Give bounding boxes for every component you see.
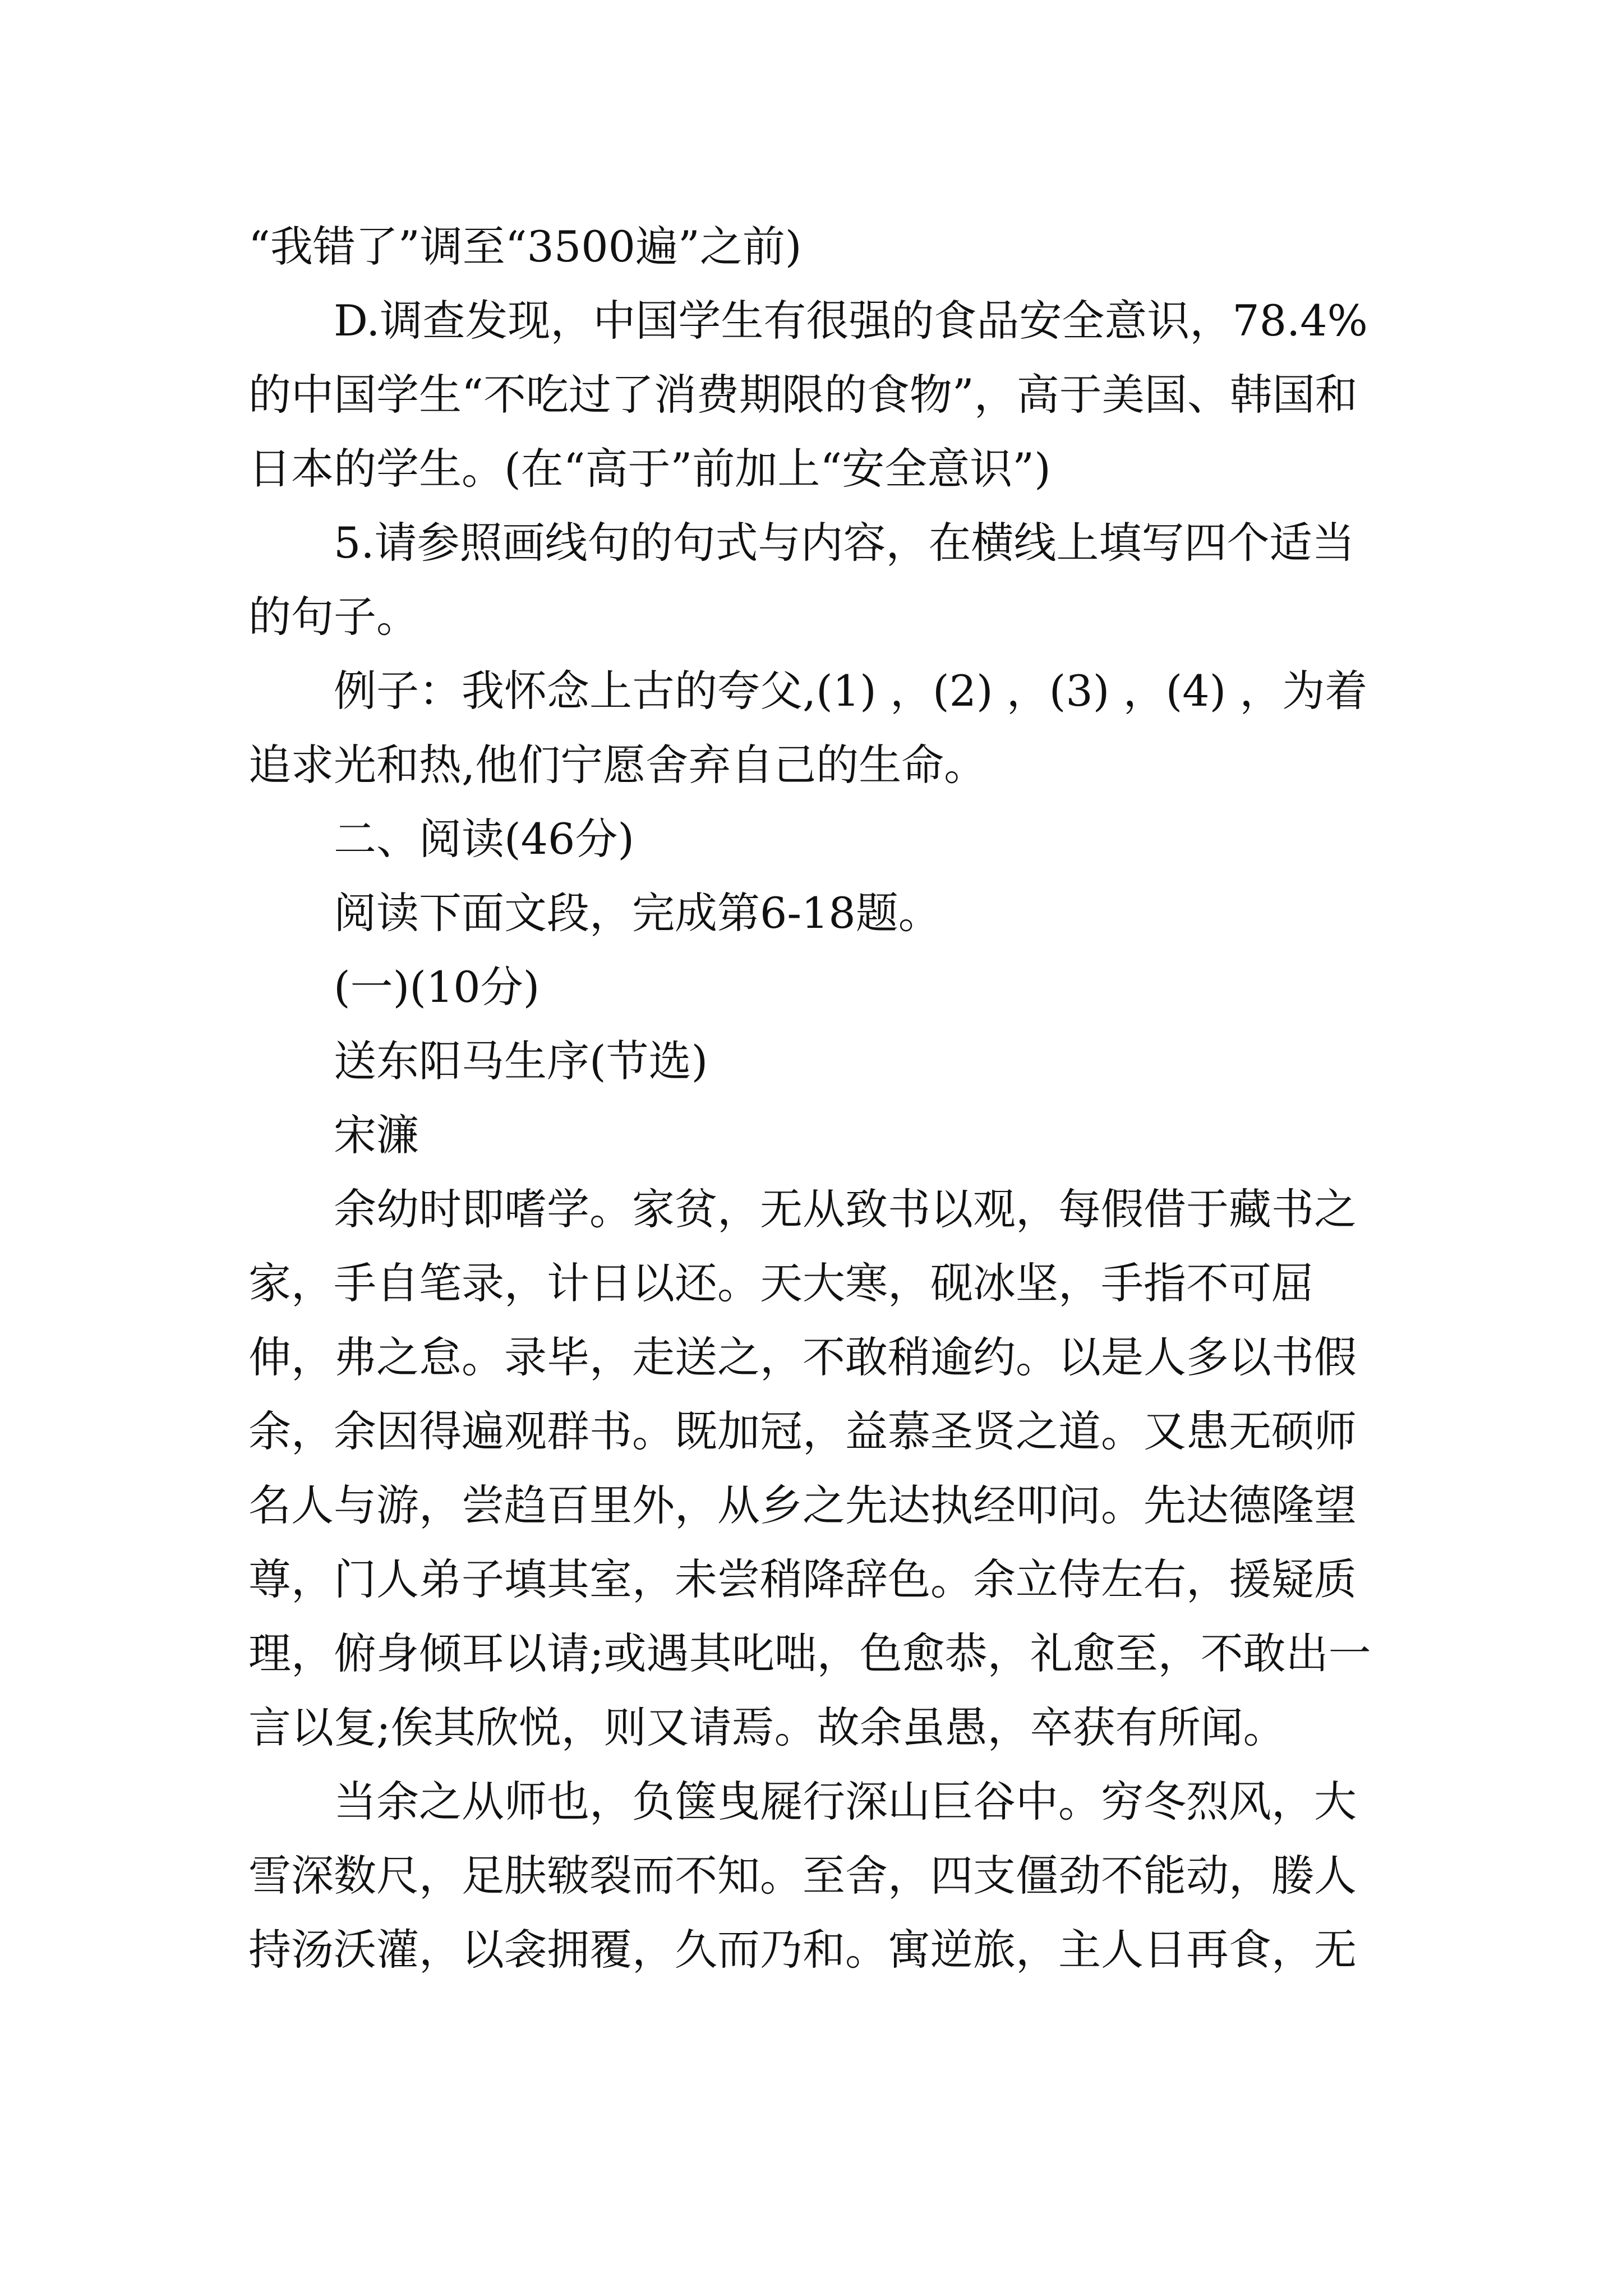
passage-paragraph-2: 当余之从师也，负箧曳屣行深山巨谷中。穷冬烈风，大雪深数尺，足肤皲裂而不知。至舍，四支僵劲不能动，媵人持汤沃灌，以衾拥覆，久而乃和。寓逆旅，主人日再食，无 — [248, 1777, 1357, 1975]
subsection-heading: (一)(10分) — [334, 962, 540, 1012]
paragraph-question-5: 5.请参照画线句的句式与内容，在横线上填写四个适当的句子。 — [248, 518, 1355, 642]
document-page — [248, 210, 1393, 1987]
paragraph-option-c-continuation: “我错了”调至“3500遍”之前) — [248, 222, 802, 272]
section-heading-reading: 二、阅读(46分) — [334, 814, 635, 864]
paragraph-option-d: D.调查发现，中国学生有很强的食品安全意识，78.4%的中国学生“不吃过了消费期限的食物”，高于美国、韩国和日本的学生。(在“高于”前加上“安全意识”) — [248, 296, 1368, 494]
passage-title: 送东阳马生序(节选) — [334, 1036, 708, 1086]
reading-instruction: 阅读下面文段，完成第6-18题。 — [334, 888, 941, 938]
passage-author: 宋濂 — [334, 1110, 419, 1160]
paragraph-example: 例子：我怀念上古的夸父,(1) ，(2) ，(3) ，(4) ，为着追求光和热,他们宁愿舍弃自己的生命。 — [248, 666, 1368, 790]
passage-paragraph-1: 余幼时即嗜学。家贫，无从致书以观，每假借于藏书之家，手自笔录，计日以还。天大寒，砚冰坚，手指不可屈伸，弗之怠。录毕，走送之，不敢稍逾约。以是人多以书假余，余因得遍观群书。既加冠，益慕圣贤之道。又患无硕师名人与游，尝趋百里外，从乡之先达执经叩问。先达德隆望尊，门人弟子填其室，未尝稍降辞色。余立侍左右，援疑质理，俯身倾耳以请;或遇其叱咄，色愈恭，礼愈至，不敢出一言以复;俟其欣悦，则又请焉。故余虽愚，卒获有所闻。 — [248, 1184, 1371, 1752]
